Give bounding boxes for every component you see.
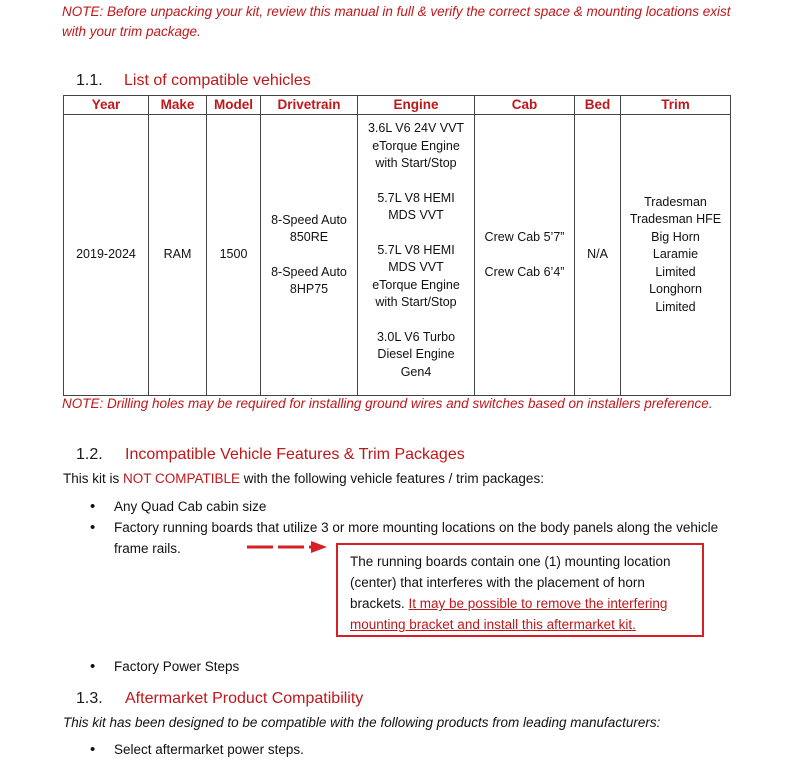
- note-drilling: NOTE: Drilling holes may be required for installing ground wires and switches based on installers preference.: [62, 396, 713, 411]
- section-number: 1.1.: [76, 72, 103, 89]
- callout-link[interactable]: It may be possible to remove the interfering mounting bracket and install this aftermarket kit.: [350, 596, 668, 632]
- trim-line: Limited: [655, 299, 696, 314]
- compat-text-after: with the following vehicle features / trim packages:: [240, 471, 544, 486]
- header-model: Model: [207, 96, 261, 115]
- engine-line: eTorque Engine: [372, 138, 460, 153]
- arrow-right-icon: [247, 540, 327, 554]
- cell-year: 2019-2024: [64, 115, 149, 396]
- header-bed: Bed: [575, 96, 621, 115]
- compatible-vehicles-table: [63, 95, 731, 396]
- drivetrain-line: 850RE: [289, 230, 329, 244]
- section-title: Incompatible Vehicle Features & Trim Packages: [125, 446, 465, 463]
- cab-line: Crew Cab 5’7”: [484, 230, 565, 244]
- engine-line: 5.7L V8 HEMI: [377, 190, 455, 205]
- cell-make: RAM: [149, 115, 207, 396]
- engine-line: 5.7L V8 HEMI: [377, 242, 455, 257]
- header-drivetrain: Drivetrain: [261, 96, 358, 115]
- incompatible-list-continued: [90, 656, 239, 677]
- table-header-row: [64, 96, 731, 115]
- header-cab: Cab: [475, 96, 575, 115]
- cell-cab: [475, 115, 575, 396]
- engine-line: eTorque Engine: [372, 277, 460, 292]
- header-year: Year: [64, 96, 149, 115]
- engine-line: with Start/Stop: [375, 295, 457, 309]
- drivetrain-line: 8-Speed Auto: [271, 264, 347, 279]
- engine-line: MDS VVT: [388, 208, 444, 222]
- engine-line: 3.0L V6 Turbo: [376, 329, 456, 344]
- table-row: [64, 115, 731, 396]
- not-compatible-highlight: NOT COMPATIBLE: [123, 471, 241, 486]
- header-trim: Trim: [621, 96, 731, 115]
- engine-line: MDS VVT: [388, 260, 444, 274]
- section-title: Aftermarket Product Compatibility: [125, 690, 364, 707]
- cell-engine: [358, 115, 475, 396]
- section-title: List of compatible vehicles: [124, 72, 311, 89]
- section-number: 1.2.: [76, 446, 103, 463]
- cab-line: Crew Cab 6’4”: [484, 264, 565, 279]
- engine-line: Diesel Engine: [377, 347, 455, 361]
- running-boards-callout: [336, 543, 704, 637]
- trim-line: Limited: [655, 264, 696, 279]
- drivetrain-line: 8HP75: [289, 282, 329, 296]
- section-heading-aftermarket: [76, 690, 363, 708]
- compat-text-before: This kit is: [63, 471, 124, 486]
- cell-model: 1500: [207, 115, 261, 396]
- header-make: Make: [149, 96, 207, 115]
- compatibility-statement: [63, 469, 544, 489]
- callout-text: The running boards contain one (1) mounting location (center) that interferes with the placement of horn brackets.: [350, 554, 671, 611]
- engine-line: Gen4: [400, 364, 432, 379]
- trim-line: Big Horn: [651, 229, 700, 244]
- note-unpacking: NOTE: Before unpacking your kit, review this manual in full & verify the correct space & mounting locations exist with your trim package.: [62, 4, 731, 39]
- cell-bed: N/A: [575, 115, 621, 396]
- cell-drivetrain: [261, 115, 358, 396]
- trim-line: Longhorn: [649, 282, 702, 297]
- list-item: • Factory running boards that utilize 3 or more mounting locations on the body panels along the vehicle frame rails.: [90, 517, 730, 559]
- aftermarket-list: [90, 739, 304, 760]
- list-item: • Select aftermarket power steps.: [90, 739, 304, 760]
- aftermarket-statement: This kit has been designed to be compatible with the following products from leading manufacturers:: [63, 715, 661, 730]
- section-heading-incompatible-features: [76, 446, 465, 464]
- engine-line: 3.6L V6 24V VVT: [367, 121, 465, 135]
- drivetrain-line: 8-Speed Auto: [271, 212, 347, 227]
- section-number: 1.3.: [76, 690, 103, 707]
- cell-trim: [621, 115, 731, 396]
- engine-line: with Start/Stop: [375, 156, 457, 170]
- section-heading-compatible-vehicles: [76, 72, 311, 90]
- list-item: • Any Quad Cab cabin size: [90, 496, 730, 517]
- list-item: • Factory Power Steps: [90, 656, 239, 677]
- trim-line: Tradesman: [644, 194, 707, 209]
- trim-line: Laramie: [652, 247, 699, 262]
- trim-line: Tradesman HFE: [629, 212, 722, 227]
- header-engine: Engine: [358, 96, 475, 115]
